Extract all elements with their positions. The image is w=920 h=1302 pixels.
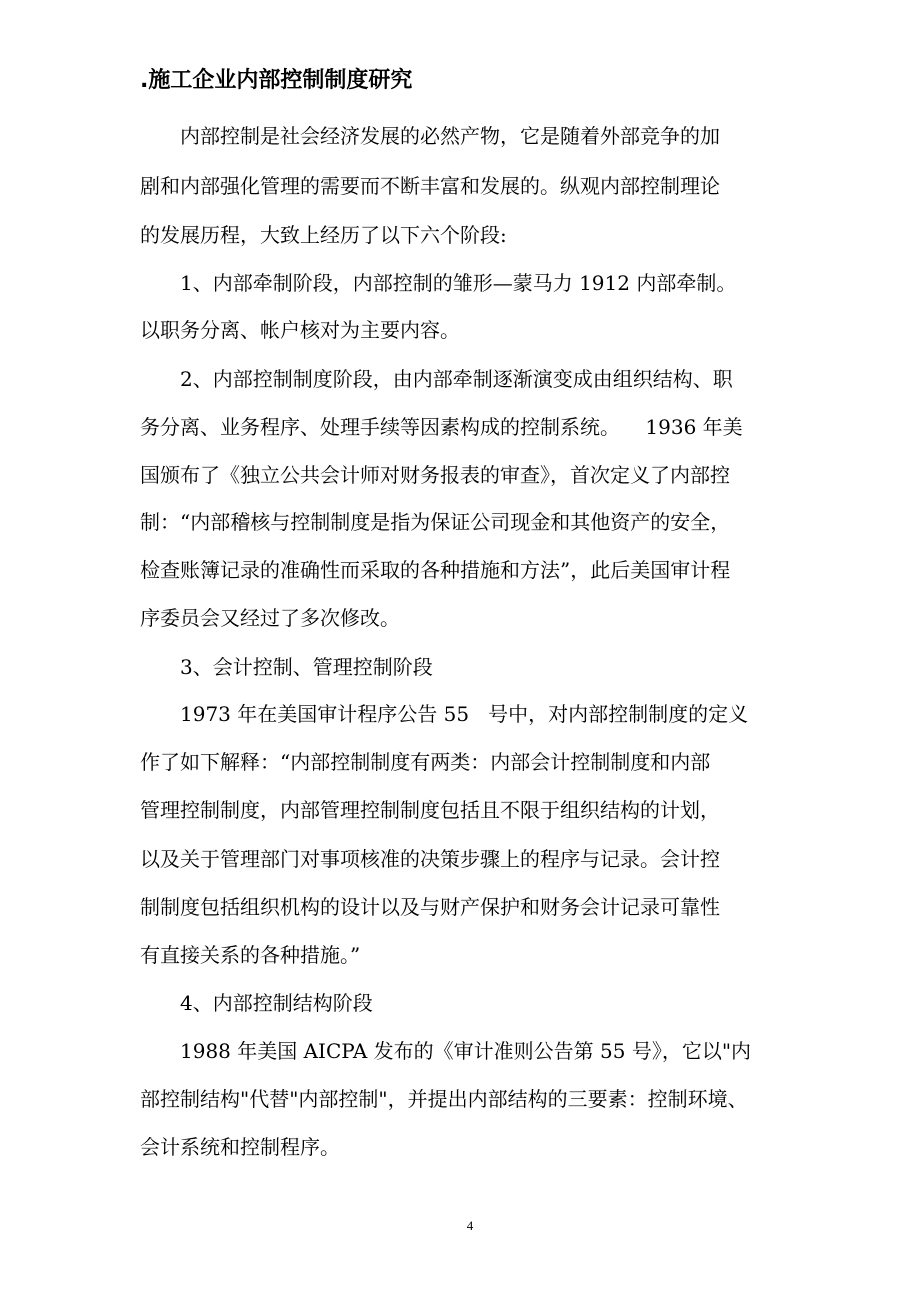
paragraph-line: 1、内部牵制阶段，内部控制的雏形—蒙马力 1912 内部牵制。 (180, 271, 737, 295)
paragraph-line: 制：“内部稽核与控制制度是指为保证公司现金和其他资产的安全， (140, 510, 731, 534)
paragraph-line: 序委员会又经过了多次修改。 (140, 606, 400, 630)
paragraph-line: 内部控制是社会经济发展的必然产物，它是随着外部竞争的加 (180, 124, 720, 148)
paragraph-line: 国颁布了《独立公共会计师对财务报表的审查》，首次定义了内部控 (140, 463, 730, 487)
paragraph-line: 以及关于管理部门对事项核准的决策步骤上的程序与记录。会计控 (140, 847, 720, 871)
paragraph-line: 以职务分离、帐户核对为主要内容。 (140, 318, 460, 342)
paragraph-line: 1988 年美国 AICPA 发布的《审计准则公告第 55 号》，它以"内 (180, 1039, 752, 1063)
section-heading: 3、会计控制、管理控制阶段 (180, 655, 433, 679)
paragraph-line: 的发展历程，大致上经历了以下六个阶段: (140, 223, 507, 247)
document-title: .施工企业内部控制制度研究 (140, 68, 413, 93)
paragraph-line: 剧和内部强化管理的需要而不断丰富和发展的。纵观内部控制理论 (140, 174, 720, 198)
paragraph-line: 检查账簿记录的准确性而采取的各种措施和方法”，此后美国审计程 (140, 558, 731, 582)
section-heading: 4、内部控制结构阶段 (180, 991, 373, 1015)
paragraph-line: 2、内部控制制度阶段，由内部牵制逐渐演变成由组织结构、职 (180, 367, 733, 391)
paragraph-line: 制制度包括组织机构的设计以及与财产保护和财务会计记录可靠性 (140, 895, 720, 919)
page-number: 4 (466, 1218, 474, 1233)
paragraph-line: 作了如下解释：“内部控制制度有两类：内部会计控制制度和内部 (140, 750, 711, 774)
paragraph-line: 务分离、业务程序、处理手续等因素构成的控制系统。 1936 年美 (140, 415, 743, 439)
paragraph-line: 管理控制制度，内部管理控制制度包括且不限于组织结构的计划， (140, 798, 720, 822)
paragraph-line: 1973 年在美国审计程序公告 55 号中，对内部控制制度的定义 (180, 702, 749, 726)
paragraph-line: 部控制结构"代替"内部控制"，并提出内部结构的三要素：控制环境、 (140, 1087, 748, 1111)
paragraph-line: 有直接关系的各种措施。” (140, 943, 361, 967)
paragraph-line: 会计系统和控制程序。 (140, 1135, 340, 1159)
